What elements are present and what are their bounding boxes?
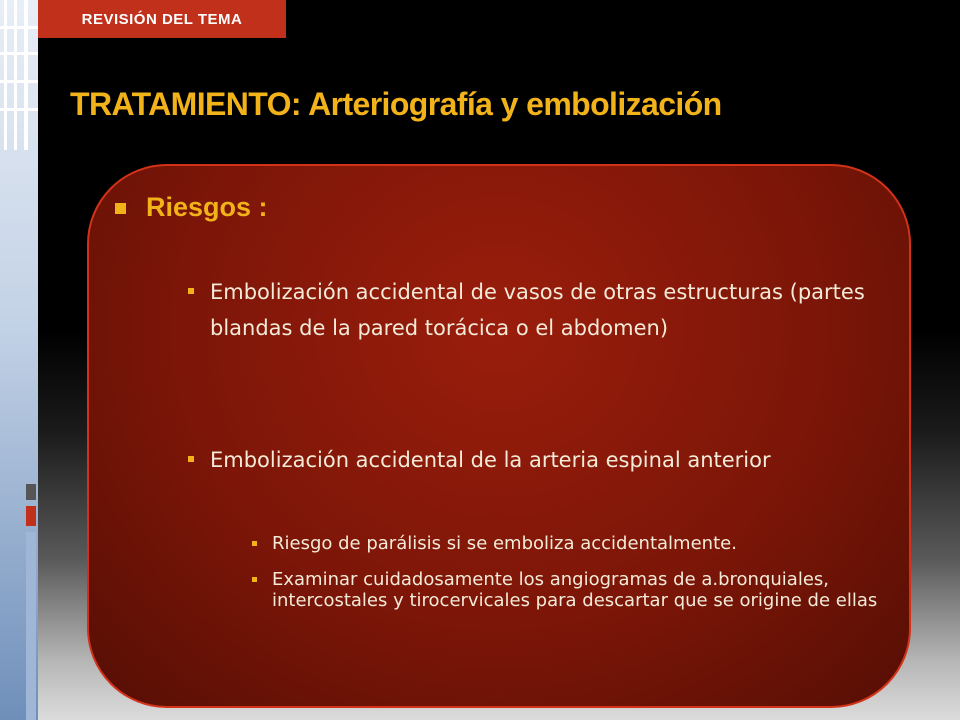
- left-deco-block-red: [26, 506, 36, 526]
- left-deco-line: [4, 0, 7, 150]
- sub-list-item-text: Examinar cuidadosamente los angiogramas de a.bronquiales, intercostales y tirocervicales para descartar que se origine de ellas: [272, 569, 878, 611]
- slide-title: TRATAMIENTO: Arteriografía y embolización: [70, 85, 722, 122]
- left-deco-line: [0, 80, 38, 83]
- list-item-text: Embolización accidental de la arteria espinal anterior: [210, 448, 771, 472]
- left-deco-line: [0, 26, 38, 29]
- left-deco-line: [0, 108, 38, 111]
- list-item-text: Embolización accidental de vasos de otras estructuras (partes blandas de la pared torácica o el abdomen): [210, 280, 865, 340]
- content-panel: [87, 164, 911, 708]
- left-deco-line: [0, 52, 38, 55]
- square-bullet-icon: [188, 456, 194, 462]
- section-heading: Riesgos :: [146, 192, 268, 222]
- square-bullet-icon: [188, 288, 194, 294]
- left-deco-line: [24, 0, 28, 150]
- left-deco-line: [14, 0, 17, 150]
- square-bullet-icon: [115, 203, 126, 214]
- section-tag: REVISIÓN DEL TEMA: [38, 0, 286, 38]
- left-deco-block-gray: [26, 484, 36, 500]
- left-deco-block-blue: [26, 532, 36, 720]
- sub-list-item-text: Riesgo de parálisis si se emboliza accidentalmente.: [272, 533, 737, 554]
- left-decorative-band: [0, 0, 38, 720]
- square-bullet-icon: [252, 577, 257, 582]
- heading-bullet-row: [115, 192, 268, 223]
- square-bullet-icon: [252, 541, 257, 546]
